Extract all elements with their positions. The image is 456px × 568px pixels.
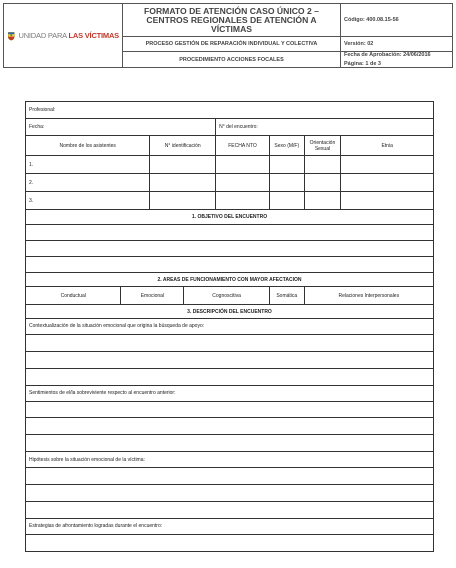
hipotesis-line[interactable] [26,468,434,485]
area-relaciones-interpersonales[interactable]: Relaciones Interpersonales [304,287,433,305]
attendee-ethnicity-cell[interactable] [341,174,434,192]
document-code: Código: 400.08.15-56 [341,4,453,37]
case-form [25,101,434,552]
col-header-sex: Sexo (M/F) [269,135,304,155]
contextualizacion-line[interactable] [26,334,434,351]
document-title: FORMATO DE ATENCIÓN CASO ÚNICO 2 – CENTROS REGIONALES DE ATENCIÓN A VÍCTIMAS [123,4,341,37]
attendee-name-cell[interactable]: 1. [26,156,150,174]
attendee-id-cell[interactable] [150,156,216,174]
attendee-orientation-cell[interactable] [304,192,341,210]
logo-text-victimas: LAS VÍCTIMAS [68,31,119,40]
sentimientos-line[interactable] [26,418,434,435]
approval-date: Fecha de Aprobación: 24/06/2016 [344,52,431,58]
profesional-field[interactable]: Profesional: [26,102,434,119]
section-areas-title: 2. AREAS DE FUNCIONAMIENTO CON MAYOR AFECTACION [26,272,434,287]
col-header-id: N° identificación [150,135,216,155]
attendee-sex-cell[interactable] [269,192,304,210]
attendee-orientation-cell[interactable] [304,156,341,174]
objetivo-line[interactable] [26,241,434,257]
logo-cell [4,4,123,68]
attendee-name-cell[interactable]: 2. [26,174,150,192]
document-version: Versión: 02 [341,37,453,52]
attendee-sex-cell[interactable] [269,156,304,174]
contextualizacion-line[interactable] [26,368,434,385]
unidad-victimas-logo [7,28,119,44]
document-header [3,3,453,68]
col-header-orientation: Orientación Sexual [304,135,341,155]
hipotesis-line[interactable] [26,502,434,519]
estrategias-line[interactable] [26,534,434,551]
area-cognoscitiva[interactable]: Cognoscitiva [184,287,270,305]
attendee-birthdate-cell[interactable] [216,192,270,210]
attendee-orientation-cell[interactable] [304,174,341,192]
attendee-row [26,192,434,210]
section-descripcion-title: 3. DESCRIPCIÓN DEL ENCUENTRO [26,305,434,319]
hipotesis-line[interactable] [26,485,434,502]
attendee-id-cell[interactable] [150,192,216,210]
section-objetivo-title: 1. OBJETIVO DEL ENCUENTRO [26,210,434,225]
attendee-sex-cell[interactable] [269,174,304,192]
attendee-birthdate-cell[interactable] [216,174,270,192]
area-conductual[interactable]: Conductual [26,287,121,305]
col-header-ethnicity: Etnia [341,135,434,155]
logo-text-unidad: UNIDAD PARA [18,31,69,40]
estrategias-label: Estrategias de afrontamiento logradas durante el encuentro: [26,519,434,535]
process-name: PROCESO GESTIÓN DE REPARACIÓN INDIVIDUAL Y COLECTIVA [123,37,341,52]
area-somatica[interactable]: Somática [269,287,304,305]
attendee-ethnicity-cell[interactable] [341,156,434,174]
col-header-birthdate: FECHA NTO [216,135,270,155]
colombia-coat-of-arms-icon [7,28,15,44]
sentimientos-line[interactable] [26,401,434,418]
attendee-ethnicity-cell[interactable] [341,192,434,210]
page-number: Página: 1 de 3 [344,61,381,67]
fecha-field[interactable]: Fecha: [26,118,216,135]
sentimientos-line[interactable] [26,435,434,452]
contextualizacion-label: Contextualización de la situación emocional que origina la búsqueda de apoyo: [26,318,434,334]
attendee-row [26,156,434,174]
sentimientos-label: Sentimientos de el/la sobreviviente respecto al encuentro anterior: [26,385,434,401]
attendee-name-cell[interactable]: 3. [26,192,150,210]
area-emocional[interactable]: Emocional [121,287,184,305]
attendee-birthdate-cell[interactable] [216,156,270,174]
objetivo-line[interactable] [26,256,434,272]
objetivo-line[interactable] [26,225,434,241]
hipotesis-label: Hipótesis sobre la situación emocional de la víctima: [26,452,434,468]
encounter-number-field[interactable]: N° del encuentro: [216,118,434,135]
procedure-name: PROCEDIMIENTO ACCIONES FOCALES [123,52,341,68]
attendee-row [26,174,434,192]
attendee-id-cell[interactable] [150,174,216,192]
col-header-name: Nombre de los asistentes [26,135,150,155]
contextualizacion-line[interactable] [26,351,434,368]
